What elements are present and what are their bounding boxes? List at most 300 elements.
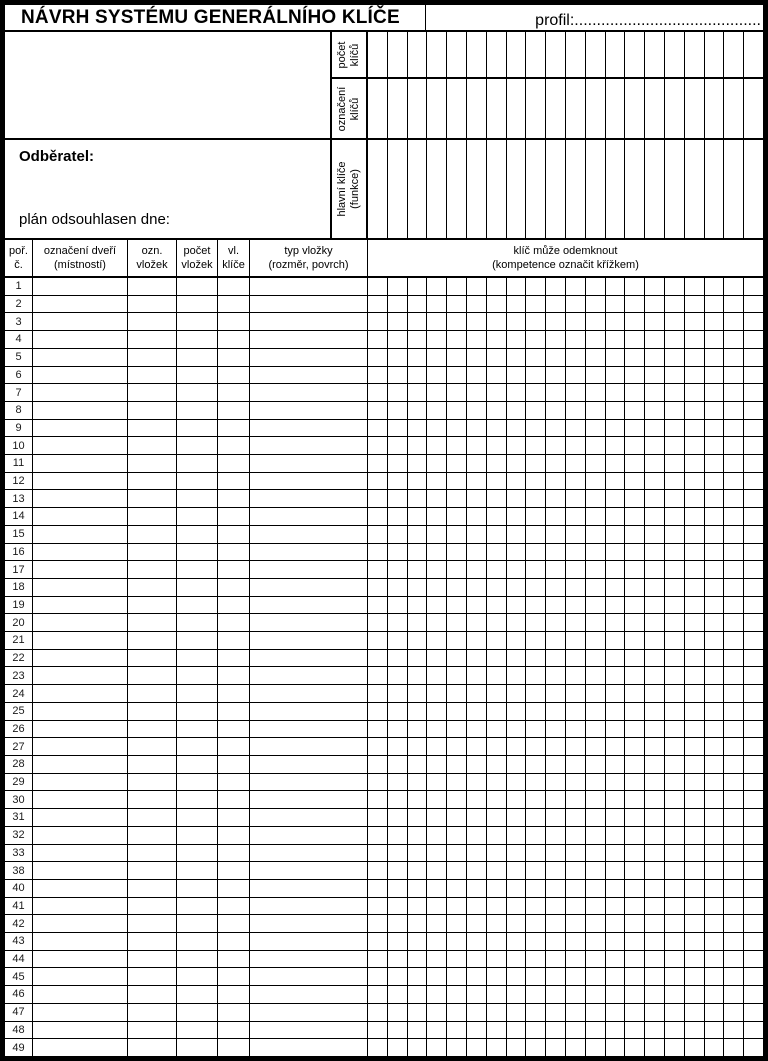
key-grid-cell: [685, 703, 705, 720]
key-grid-cell: [368, 331, 388, 348]
row-cell-cylinder-type: [250, 437, 368, 454]
key-grid-cell: [685, 774, 705, 791]
key-grid-cell: [625, 880, 645, 897]
key-grid-cell: [507, 367, 527, 384]
key-grid-cell: [368, 632, 388, 649]
key-grid-cell: [724, 632, 744, 649]
key-grid-cell: [408, 915, 428, 932]
key-grid-cell: [744, 1039, 763, 1056]
key-grid-cell: [546, 880, 566, 897]
key-grid-cell: [586, 791, 606, 808]
key-matrix-row-cells: [368, 685, 763, 702]
key-grid-cell: [427, 721, 447, 738]
key-grid-cell: [566, 508, 586, 525]
key-grid-cell: [447, 738, 467, 755]
key-matrix-row-cells: [368, 738, 763, 755]
key-grid-cell: [467, 313, 487, 330]
key-grid-cell: [388, 915, 408, 932]
key-grid-cell: [487, 331, 507, 348]
key-grid-cell: [606, 862, 626, 879]
key-grid-cell: [645, 561, 665, 578]
key-grid-cell: [447, 526, 467, 543]
key-grid-cell: [526, 614, 546, 631]
key-grid-cell: [487, 296, 507, 313]
key-grid-cell: [606, 774, 626, 791]
row-cell-cylinder-count: [177, 597, 218, 614]
key-grid-cell: [368, 951, 388, 968]
key-grid-cell: [408, 561, 428, 578]
row-cell-cylinder-type: [250, 703, 368, 720]
key-grid-cell: [744, 278, 763, 295]
key-grid-cell: [625, 490, 645, 507]
key-grid-cell: [625, 384, 645, 401]
key-grid-cell: [546, 756, 566, 773]
key-grid-cell: [685, 685, 705, 702]
row-cell-own-keys: [218, 721, 250, 738]
top-key-grid: [368, 32, 763, 238]
row-cell-cylinder-count: [177, 933, 218, 950]
key-grid-cell: [546, 296, 566, 313]
key-grid-cell: [507, 349, 527, 366]
key-grid-cell: [606, 845, 626, 862]
key-grid-cell: [368, 774, 388, 791]
key-grid-cell: [586, 561, 606, 578]
key-grid-cell: [467, 667, 487, 684]
key-grid-cell: [566, 756, 586, 773]
key-grid-cell: [566, 933, 586, 950]
key-grid-cell: [724, 774, 744, 791]
row-number: 14: [5, 508, 33, 525]
row-number: 38: [5, 862, 33, 879]
row-cell-door-designation: [33, 880, 128, 897]
key-grid-cell: [526, 756, 546, 773]
key-grid-cell: [744, 703, 763, 720]
key-grid-cell: [705, 420, 725, 437]
row-cell-cylinder-code: [128, 544, 177, 561]
key-grid-cell: [685, 402, 705, 419]
key-grid-cell: [487, 986, 507, 1003]
key-grid-cell: [546, 685, 566, 702]
key-grid-cell: [705, 278, 725, 295]
key-grid-cell: [368, 791, 388, 808]
key-grid-cell: [408, 632, 428, 649]
key-grid-cell: [546, 933, 566, 950]
key-grid-cell: [645, 579, 665, 596]
row-number: 10: [5, 437, 33, 454]
key-grid-cell: [685, 140, 705, 238]
key-grid-cell: [724, 561, 744, 578]
key-grid-cell: [526, 278, 546, 295]
row-cell-cylinder-type: [250, 791, 368, 808]
key-grid-cell: [487, 1022, 507, 1039]
key-grid-cell: [388, 827, 408, 844]
key-grid-cell: [507, 756, 527, 773]
key-grid-cell: [447, 898, 467, 915]
key-grid-cell: [744, 862, 763, 879]
key-grid-cell: [586, 986, 606, 1003]
key-grid-cell: [546, 898, 566, 915]
key-grid-cell: [566, 384, 586, 401]
key-grid-cell: [467, 614, 487, 631]
row-cell-door-designation: [33, 526, 128, 543]
key-grid-cell: [388, 544, 408, 561]
key-grid-cell: [705, 667, 725, 684]
key-grid-cell: [447, 880, 467, 897]
profil-label: profil:: [535, 12, 575, 29]
row-cell-cylinder-code: [128, 437, 177, 454]
row-cell-cylinder-type: [250, 490, 368, 507]
key-grid-cell: [586, 367, 606, 384]
row-cell-cylinder-code: [128, 827, 177, 844]
key-grid-cell: [705, 437, 725, 454]
customer-box: [5, 138, 330, 238]
key-grid-cell: [507, 933, 527, 950]
key-grid-cell: [546, 455, 566, 472]
key-grid-cell: [724, 420, 744, 437]
table-row: [5, 898, 763, 916]
key-grid-cell: [526, 880, 546, 897]
key-grid-cell: [625, 331, 645, 348]
key-grid-cell: [625, 703, 645, 720]
key-grid-cell: [467, 721, 487, 738]
key-grid-cell: [665, 898, 685, 915]
key-grid-cell: [546, 791, 566, 808]
key-grid-cell: [427, 455, 447, 472]
key-grid-cell: [487, 367, 507, 384]
key-grid-cell: [546, 140, 566, 238]
key-grid-cell: [744, 968, 763, 985]
table-row: [5, 579, 763, 597]
key-grid-cell: [586, 898, 606, 915]
key-grid-cell: [566, 331, 586, 348]
key-grid-cell: [685, 313, 705, 330]
key-matrix-row-cells: [368, 667, 763, 684]
row-cell-cylinder-type: [250, 650, 368, 667]
key-grid-cell: [408, 738, 428, 755]
row-cell-cylinder-type: [250, 561, 368, 578]
key-grid-cell: [724, 827, 744, 844]
key-grid-cell: [724, 579, 744, 596]
key-grid-cell: [546, 632, 566, 649]
key-grid-cell: [586, 526, 606, 543]
key-grid-cell: [606, 614, 626, 631]
page-title: NÁVRH SYSTÉMU GENERÁLNÍHO KLÍČE: [21, 6, 400, 28]
key-grid-cell: [744, 420, 763, 437]
row-number: 32: [5, 827, 33, 844]
key-grid-cell: [705, 968, 725, 985]
row-cell-cylinder-code: [128, 721, 177, 738]
key-grid-cell: [685, 791, 705, 808]
key-grid-cell: [427, 331, 447, 348]
key-grid-cell: [566, 738, 586, 755]
key-grid-cell: [487, 650, 507, 667]
key-grid-cell: [368, 32, 388, 77]
row-cell-cylinder-count: [177, 880, 218, 897]
key-grid-cell: [606, 402, 626, 419]
key-grid-cell: [606, 791, 626, 808]
key-grid-cell: [705, 561, 725, 578]
table-row: [5, 721, 763, 739]
key-grid-cell: [388, 667, 408, 684]
key-grid-cell: [388, 809, 408, 826]
key-grid-cell: [586, 756, 606, 773]
key-grid-cell: [724, 490, 744, 507]
key-grid-cell: [705, 862, 725, 879]
key-grid-cell: [467, 632, 487, 649]
key-grid-cell: [724, 685, 744, 702]
key-grid-cell: [447, 597, 467, 614]
key-grid-cell: [705, 473, 725, 490]
key-grid-cell: [566, 313, 586, 330]
key-grid-cell: [388, 685, 408, 702]
row-cell-cylinder-code: [128, 667, 177, 684]
key-grid-cell: [546, 278, 566, 295]
key-grid-cell: [724, 455, 744, 472]
row-cell-door-designation: [33, 508, 128, 525]
key-grid-cell: [526, 79, 546, 138]
key-grid-cell: [487, 313, 507, 330]
key-grid-cell: [546, 915, 566, 932]
key-grid-cell: [507, 791, 527, 808]
key-grid-cell: [685, 845, 705, 862]
key-grid-cell: [427, 915, 447, 932]
row-cell-own-keys: [218, 933, 250, 950]
key-grid-cell: [685, 490, 705, 507]
key-grid-cell: [625, 933, 645, 950]
key-grid-cell: [566, 1039, 586, 1056]
row-cell-door-designation: [33, 437, 128, 454]
key-grid-cell: [388, 313, 408, 330]
key-grid-cell: [665, 703, 685, 720]
key-grid-cell: [427, 296, 447, 313]
row-number: 21: [5, 632, 33, 649]
key-grid-cell: [744, 880, 763, 897]
key-grid-cell: [705, 597, 725, 614]
key-grid-cell: [685, 384, 705, 401]
key-grid-cell: [665, 455, 685, 472]
key-grid-cell: [447, 349, 467, 366]
key-grid-cell: [645, 685, 665, 702]
key-grid-cell: [744, 384, 763, 401]
table-row: [5, 1022, 763, 1040]
rotated-header-key-count: počet klíčů: [332, 32, 366, 79]
key-grid-cell: [606, 951, 626, 968]
key-grid-cell: [705, 774, 725, 791]
row-cell-door-designation: [33, 367, 128, 384]
key-grid-cell: [368, 986, 388, 1003]
key-grid-cell: [566, 968, 586, 985]
row-cell-cylinder-count: [177, 455, 218, 472]
key-grid-cell: [526, 1004, 546, 1021]
key-grid-cell: [586, 579, 606, 596]
key-grid-cell: [744, 561, 763, 578]
key-grid-cell: [487, 738, 507, 755]
key-matrix-row-cells: [368, 986, 763, 1003]
key-matrix-row-cells: [368, 402, 763, 419]
table-header: [5, 240, 763, 278]
key-grid-cell: [606, 32, 626, 77]
key-grid-cell: [645, 650, 665, 667]
key-grid-cell: [606, 1022, 626, 1039]
key-grid-cell: [408, 951, 428, 968]
key-grid-cell: [368, 862, 388, 879]
row-cell-cylinder-type: [250, 579, 368, 596]
table-row: [5, 526, 763, 544]
key-grid-cell: [526, 721, 546, 738]
table-row: [5, 508, 763, 526]
key-grid-cell: [447, 951, 467, 968]
row-cell-own-keys: [218, 1004, 250, 1021]
key-grid-cell: [625, 544, 645, 561]
key-grid-cell: [645, 437, 665, 454]
key-matrix-row-cells: [368, 384, 763, 401]
row-number: 27: [5, 738, 33, 755]
key-grid-cell: [665, 862, 685, 879]
key-grid-cell: [526, 437, 546, 454]
key-grid-cell: [526, 420, 546, 437]
row-cell-cylinder-type: [250, 880, 368, 897]
key-grid-cell: [507, 827, 527, 844]
key-grid-cell: [586, 1039, 606, 1056]
key-grid-cell: [388, 508, 408, 525]
key-grid-cell: [705, 827, 725, 844]
table-row: [5, 349, 763, 367]
key-grid-cell: [526, 402, 546, 419]
row-number: 49: [5, 1039, 33, 1056]
key-grid-cell: [625, 632, 645, 649]
key-grid-cell: [645, 384, 665, 401]
key-grid-cell: [566, 685, 586, 702]
key-grid-cell: [368, 140, 388, 238]
key-grid-cell: [586, 490, 606, 507]
key-grid-cell: [705, 721, 725, 738]
key-grid-cell: [427, 561, 447, 578]
row-number: 16: [5, 544, 33, 561]
key-grid-cell: [705, 632, 725, 649]
key-grid-cell: [368, 809, 388, 826]
key-grid-cell: [665, 313, 685, 330]
key-grid-cell: [447, 614, 467, 631]
key-grid-cell: [467, 32, 487, 77]
key-grid-cell: [645, 756, 665, 773]
row-cell-own-keys: [218, 986, 250, 1003]
key-grid-cell: [744, 296, 763, 313]
row-cell-cylinder-count: [177, 349, 218, 366]
key-grid-cell: [566, 827, 586, 844]
row-cell-cylinder-code: [128, 526, 177, 543]
key-grid-cell: [546, 526, 566, 543]
key-grid-cell: [368, 437, 388, 454]
row-cell-cylinder-type: [250, 915, 368, 932]
key-grid-cell: [447, 756, 467, 773]
key-grid-cell: [665, 827, 685, 844]
key-grid-cell: [685, 579, 705, 596]
key-grid-cell: [645, 140, 665, 238]
key-grid-cell: [625, 650, 645, 667]
key-grid-cell: [566, 614, 586, 631]
key-grid-cell: [507, 32, 527, 77]
key-grid-cell: [724, 721, 744, 738]
key-matrix-row-cells: [368, 349, 763, 366]
key-grid-cell: [368, 349, 388, 366]
key-grid-cell: [467, 402, 487, 419]
row-cell-door-designation: [33, 898, 128, 915]
row-cell-own-keys: [218, 367, 250, 384]
key-grid-cell: [546, 1004, 566, 1021]
key-grid-cell: [645, 79, 665, 138]
key-grid-cell: [665, 809, 685, 826]
key-matrix-row-cells: [368, 951, 763, 968]
key-grid-cell: [625, 140, 645, 238]
key-grid-cell: [447, 79, 467, 138]
key-grid-cell: [427, 420, 447, 437]
key-grid-cell: [526, 597, 546, 614]
key-grid-cell: [427, 384, 447, 401]
key-grid-cell: [408, 367, 428, 384]
key-grid-cell: [408, 845, 428, 862]
key-grid-cell: [526, 490, 546, 507]
key-grid-cell: [685, 420, 705, 437]
key-grid-cell: [368, 738, 388, 755]
key-grid-cell: [566, 367, 586, 384]
key-grid-cell: [368, 827, 388, 844]
key-grid-cell: [467, 367, 487, 384]
key-grid-cell: [606, 526, 626, 543]
key-grid-cell: [625, 313, 645, 330]
key-grid-cell: [744, 437, 763, 454]
row-cell-cylinder-count: [177, 845, 218, 862]
blank-area: [5, 32, 330, 138]
row-cell-cylinder-type: [250, 827, 368, 844]
key-grid-cell: [388, 367, 408, 384]
key-grid-cell: [566, 898, 586, 915]
row-cell-cylinder-code: [128, 1039, 177, 1056]
key-grid-cell: [546, 597, 566, 614]
key-grid-cell: [705, 313, 725, 330]
key-grid-cell: [467, 809, 487, 826]
key-grid-cell: [685, 597, 705, 614]
key-grid-cell: [507, 685, 527, 702]
key-grid-cell: [665, 880, 685, 897]
key-grid-cell: [685, 898, 705, 915]
key-grid-cell: [467, 561, 487, 578]
key-grid-cell: [526, 579, 546, 596]
key-grid-cell: [606, 455, 626, 472]
key-grid-cell: [526, 349, 546, 366]
key-grid-cell: [665, 791, 685, 808]
key-grid-cell: [625, 756, 645, 773]
row-cell-cylinder-type: [250, 809, 368, 826]
key-grid-cell: [427, 278, 447, 295]
key-grid-cell: [526, 667, 546, 684]
row-cell-door-designation: [33, 685, 128, 702]
row-cell-door-designation: [33, 650, 128, 667]
key-grid-cell: [665, 721, 685, 738]
key-grid-cell: [388, 703, 408, 720]
key-grid-cell: [427, 667, 447, 684]
key-grid-cell: [427, 933, 447, 950]
key-grid-cell: [606, 685, 626, 702]
key-grid-cell: [467, 1022, 487, 1039]
key-grid-cell: [665, 614, 685, 631]
row-number: 3: [5, 313, 33, 330]
key-grid-cell: [507, 526, 527, 543]
row-number: 28: [5, 756, 33, 773]
row-cell-cylinder-count: [177, 809, 218, 826]
key-grid-cell: [447, 140, 467, 238]
key-grid-cell: [427, 827, 447, 844]
key-grid-cell: [546, 79, 566, 138]
